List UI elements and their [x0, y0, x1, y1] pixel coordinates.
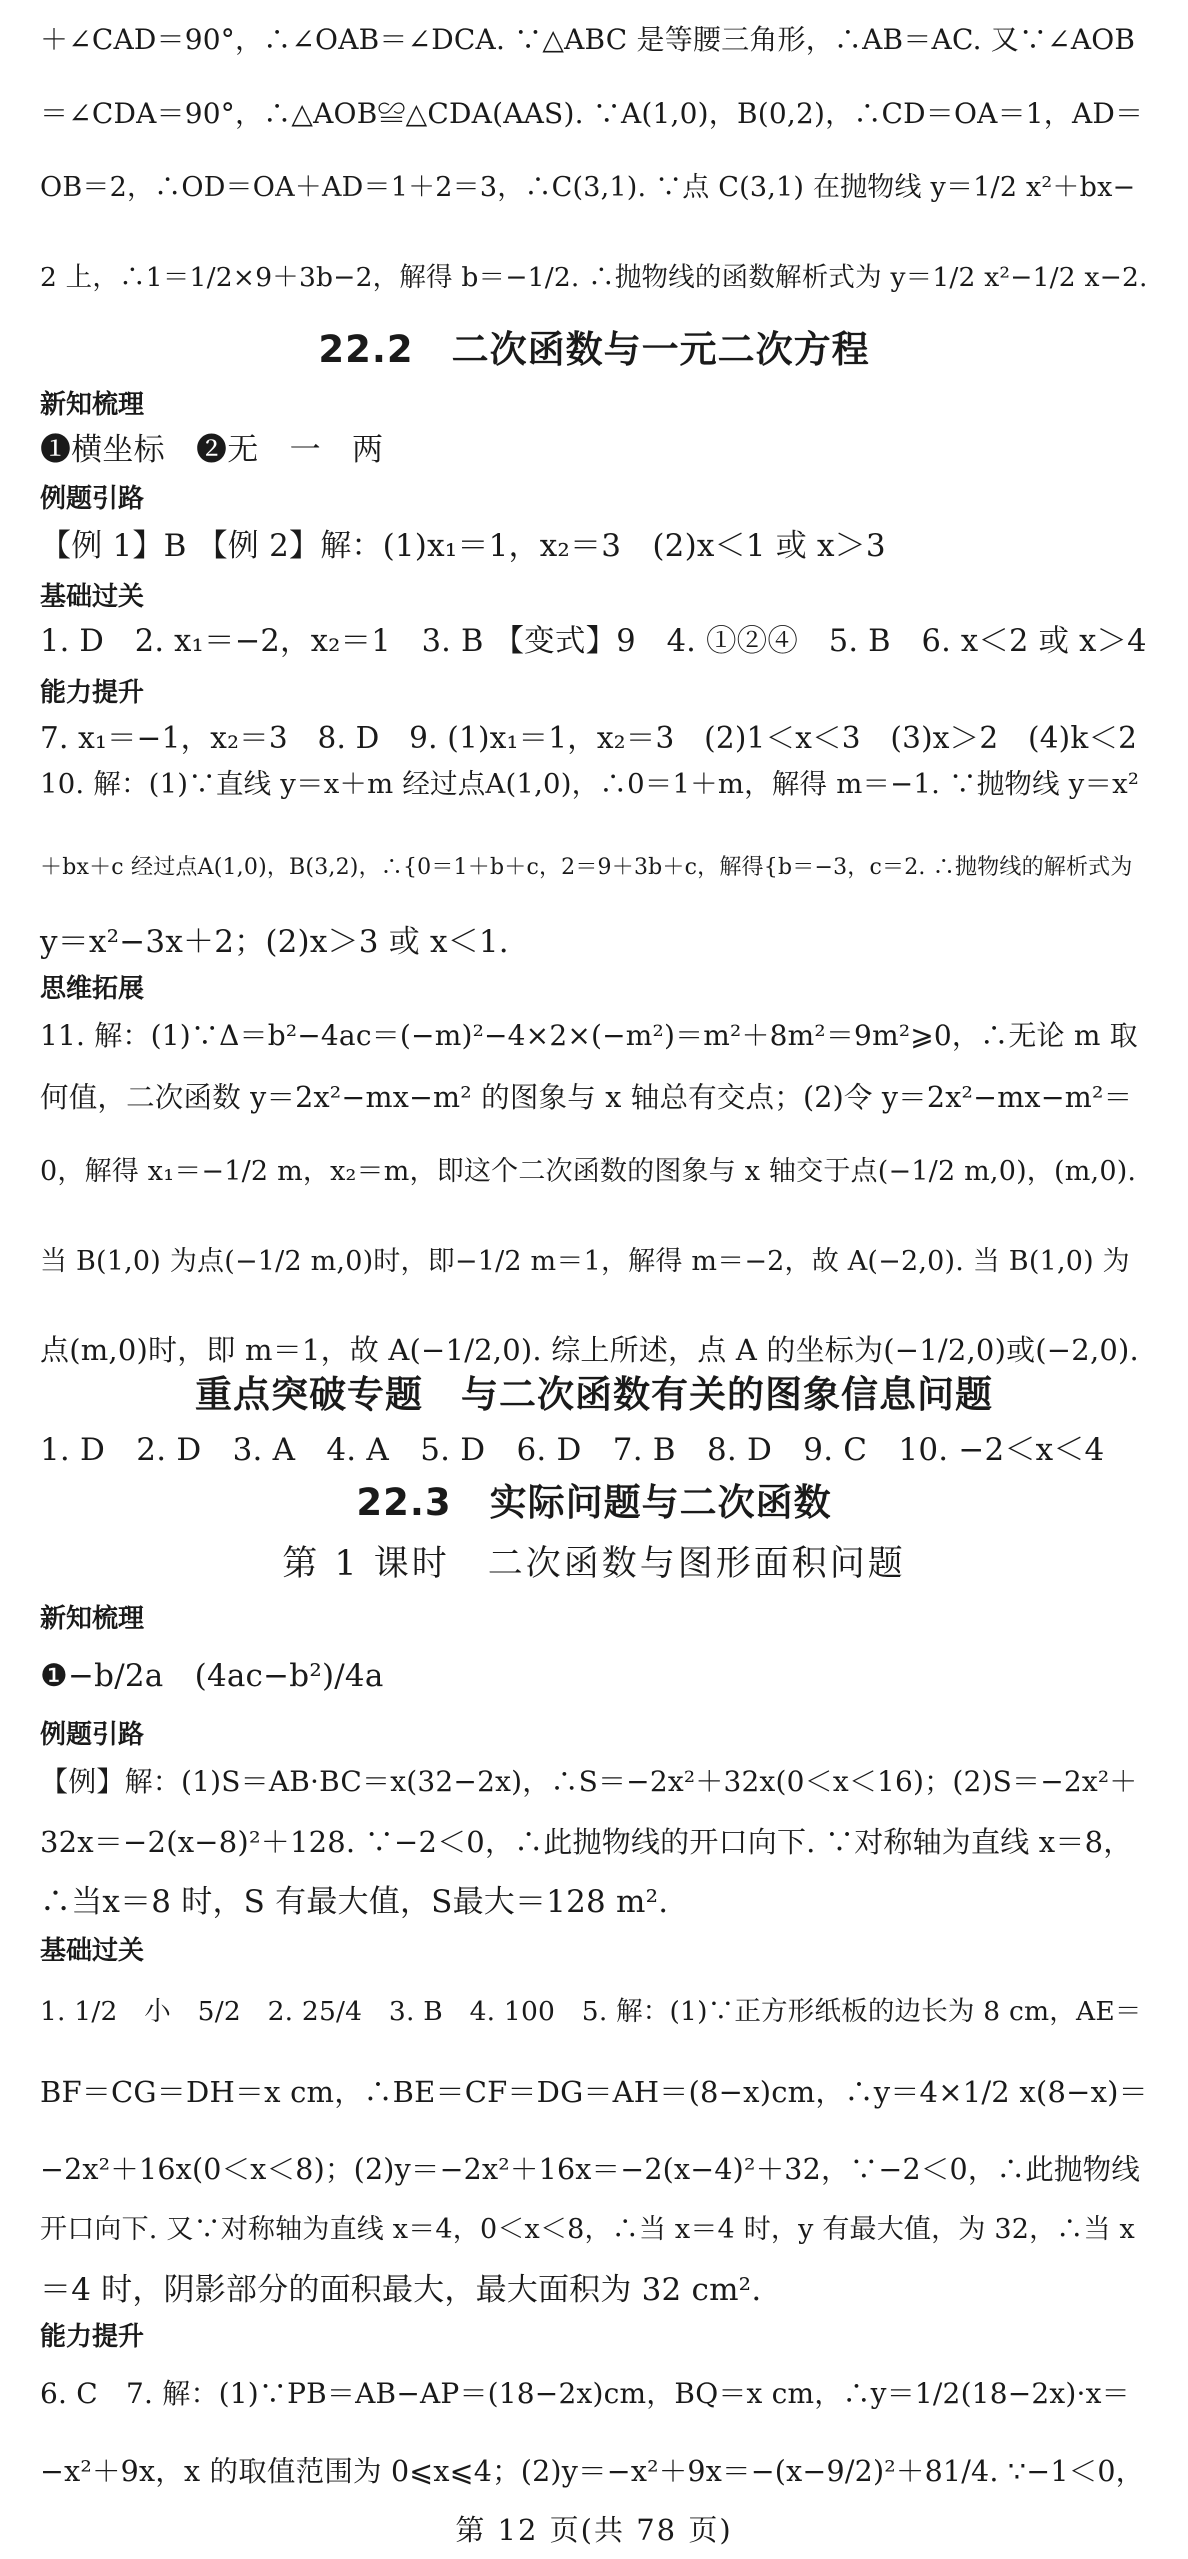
- text-line: ∴当x＝8 时，S 有最大值，S最大＝128 m².: [40, 1884, 669, 1920]
- text-line: 【例 1】B 【例 2】解：(1)x₁＝1，x₂＝3 (2)x＜1 或 x＞3: [40, 528, 886, 564]
- text-line: 点(m,0)时，即 m＝1，故 A(−1/2,0). 综上所述，点 A 的坐标为(−1/2,0)或(−2,0).: [40, 1333, 1139, 1367]
- text-line: 【例】解：(1)S＝AB·BC＝x(32−2x)，∴S＝−2x²＋32x(0＜x＜16)；(2)S＝−2x²＋: [40, 1765, 1138, 1798]
- text-line: −x²＋9x，x 的取值范围为 0⩽x⩽4；(2)y＝−x²＋9x＝−(x−9/2)²＋81/4. ∵−1＜0，: [40, 2455, 1145, 2488]
- section-heading: 能力提升: [40, 678, 145, 708]
- text-line: 32x＝−2(x−8)²＋128. ∵−2＜0，∴此抛物线的开口向下. ∵对称轴为直线 x＝8，: [40, 1825, 1133, 1859]
- lesson-title: 第 1 课时 二次函数与图形面积问题: [282, 1544, 906, 1584]
- section-heading: 例题引路: [40, 484, 145, 514]
- text-line: ＝∠CDA＝90°，∴△AOB≌△CDA(AAS). ∵A(1,0)，B(0,2)，∴CD＝OA＝1，AD＝: [40, 97, 1144, 130]
- section-heading: 思维拓展: [40, 974, 145, 1004]
- text-line: ❶−b/2a (4ac−b²)/4a: [40, 1658, 384, 1694]
- text-line: ＋∠CAD＝90°，∴∠OAB＝∠DCA. ∵△ABC 是等腰三角形，∴AB＝AC. 又∵∠AOB: [40, 23, 1136, 56]
- text-line: 1. 1/2 小 5/2 2. 25/4 3. B 4. 100 5. 解：(1)∵正方形纸板的边长为 8 cm，AE＝: [40, 1996, 1142, 2027]
- text-line: 1. D 2. D 3. A 4. A 5. D 6. D 7. B 8. D 9. C 10. −2＜x＜4: [40, 1432, 1105, 1468]
- section-heading: 新知梳理: [40, 1604, 145, 1634]
- text-line: y＝x²−3x＋2；(2)x＞3 或 x＜1.: [40, 924, 509, 960]
- text-line: ＋bx＋c 经过点A(1,0)，B(3,2)，∴{0＝1＋b＋c，2＝9＋3b＋c，解得{b＝−3，c＝2. ∴抛物线的解析式为: [40, 855, 1133, 880]
- text-line: 当 B(1,0) 为点(−1/2 m,0)时，即−1/2 m＝1，解得 m＝−2，故 A(−2,0). 当 B(1,0) 为: [40, 1246, 1130, 1277]
- section-title: 重点突破专题 与二次函数有关的图象信息问题: [195, 1373, 993, 1416]
- text-line: 何值，二次函数 y＝2x²−mx−m² 的图象与 x 轴总有交点；(2)令 y＝2x²−mx−m²＝: [40, 1081, 1133, 1114]
- section-heading: 基础过关: [40, 1936, 145, 1966]
- section-heading: 能力提升: [40, 2322, 145, 2352]
- text-line: ❶横坐标 ❷无 一 两: [40, 432, 384, 468]
- text-line: ＝4 时，阴影部分的面积最大，最大面积为 32 cm².: [40, 2272, 762, 2308]
- text-line: 7. x₁＝−1，x₂＝3 8. D 9. (1)x₁＝1，x₂＝3 (2)1＜x＜3 (3)x＞2 (4)k＜2: [40, 721, 1138, 755]
- section-heading: 新知梳理: [40, 390, 145, 420]
- text-line: 开口向下. 又∵对称轴为直线 x＝4，0＜x＜8，∴当 x＝4 时，y 有最大值，为 32，∴当 x: [40, 2214, 1135, 2245]
- section-title: 22.3 实际问题与二次函数: [356, 1481, 832, 1524]
- text-line: 6. C 7. 解：(1)∵PB＝AB−AP＝(18−2x)cm，BQ＝x cm，∴y＝1/2(18−2x)·x＝: [40, 2377, 1130, 2410]
- section-title: 22.2 二次函数与一元二次方程: [318, 328, 870, 371]
- text-line: 2 上，∴1＝1/2×9＋3b−2，解得 b＝−1/2. ∴抛物线的函数解析式为 y＝1/2 x²−1/2 x−2.: [40, 262, 1148, 293]
- section-heading: 基础过关: [40, 582, 145, 612]
- section-heading: 例题引路: [40, 1720, 145, 1750]
- text-line: −2x²＋16x(0＜x＜8)；(2)y＝−2x²＋16x＝−2(x−4)²＋32，∵−2＜0，∴此抛物线: [40, 2153, 1141, 2186]
- text-line: 11. 解：(1)∵Δ＝b²−4ac＝(−m)²−4×2×(−m²)＝m²＋8m²＝9m²⩾0，∴无论 m 取: [40, 1019, 1138, 1052]
- text-line: 10. 解：(1)∵直线 y＝x＋m 经过点A(1,0)，∴0＝1＋m，解得 m＝−1. ∵抛物线 y＝x²: [40, 768, 1140, 800]
- text-line: BF＝CG＝DH＝x cm，∴BE＝CF＝DG＝AH＝(8−x)cm，∴y＝4×1/2 x(8−x)＝: [40, 2075, 1148, 2109]
- page-footer: 第 12 页(共 78 页): [455, 2513, 733, 2547]
- text-line: OB＝2，∴OD＝OA＋AD＝1＋2＝3，∴C(3,1). ∵点 C(3,1) 在抛物线 y＝1/2 x²＋bx−: [40, 172, 1136, 203]
- text-line: 0，解得 x₁＝−1/2 m，x₂＝m，即这个二次函数的图象与 x 轴交于点(−1/2 m,0)，(m,0).: [40, 1156, 1137, 1187]
- text-line: 1. D 2. x₁＝−2，x₂＝1 3. B 【变式】9 4. ①②④ 5. B 6. x＜2 或 x＞4: [40, 624, 1147, 659]
